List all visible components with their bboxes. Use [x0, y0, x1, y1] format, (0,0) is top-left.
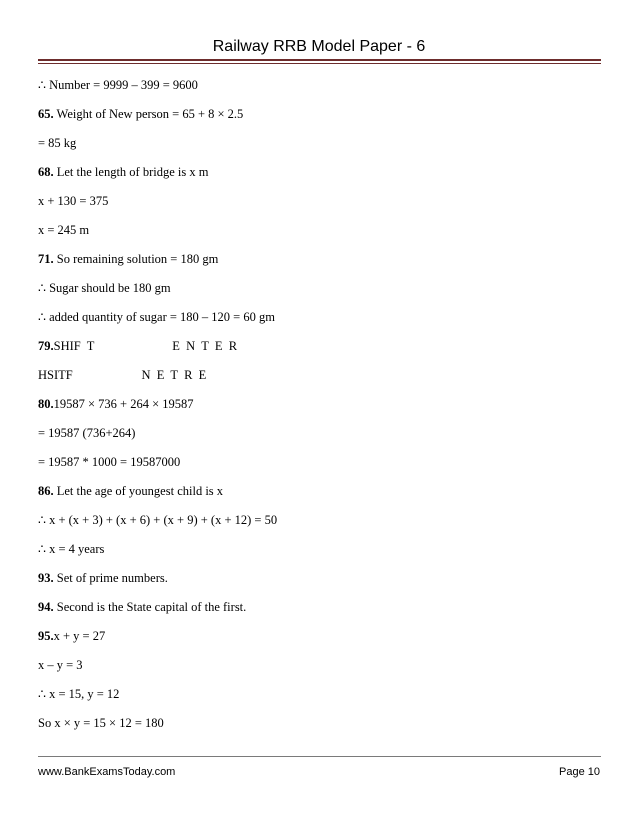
answer-number: 79.	[38, 339, 54, 353]
answer-text: x = 245 m	[38, 223, 90, 237]
answer-number: 71.	[38, 252, 54, 266]
answer-line	[38, 367, 206, 383]
answer-text: ∴ Sugar should be 180 gm	[38, 281, 171, 295]
answer-line	[38, 657, 83, 673]
answer-number: 68.	[38, 165, 54, 179]
answer-line	[38, 309, 275, 325]
answer-line	[38, 628, 105, 644]
answer-line	[38, 135, 76, 151]
answer-text: = 19587 * 1000 = 19587000	[38, 455, 181, 469]
answer-line	[38, 222, 89, 238]
answer-text: ∴ x = 4 years	[38, 542, 105, 556]
answer-number: 80.	[38, 397, 54, 411]
answer-line	[38, 251, 218, 267]
answer-line	[38, 106, 243, 122]
footer-page-number: Page 10	[559, 766, 600, 778]
answer-text: So remaining solution = 180 gm	[53, 252, 219, 266]
answer-line	[38, 338, 237, 354]
answer-number: 94.	[38, 600, 54, 614]
header-rule	[38, 59, 601, 61]
answer-line	[38, 599, 246, 615]
answer-line	[38, 454, 180, 470]
footer-rule	[38, 756, 601, 757]
answer-text: Second is the State capital of the first.	[53, 600, 247, 614]
answer-text: x – y = 3	[38, 658, 83, 672]
answer-number: 65.	[38, 107, 54, 121]
page-header-title: Railway RRB Model Paper - 6	[212, 38, 426, 55]
answer-text: Weight of New person = 65 + 8 × 2.5	[53, 107, 244, 121]
answer-line	[38, 715, 164, 731]
answer-line	[38, 280, 171, 296]
answer-number: 95.	[38, 629, 54, 643]
answer-text: x + 130 = 375	[38, 194, 109, 208]
answer-line	[38, 425, 135, 441]
answer-line	[38, 686, 119, 702]
answer-text: ∴ Number = 9999 – 399 = 9600	[38, 78, 198, 92]
answer-text: Let the length of bridge is x m	[53, 165, 209, 179]
answer-text: Let the age of youngest child is x	[53, 484, 224, 498]
answer-line	[38, 77, 198, 93]
footer-site: www.BankExamsToday.com	[38, 766, 176, 778]
answer-text: x + y = 27	[53, 629, 106, 643]
answer-text: ∴ x = 15, y = 12	[38, 687, 120, 701]
answer-number: 93.	[38, 571, 54, 585]
answer-line	[38, 570, 168, 586]
answer-text: 19587 × 736 + 264 × 19587	[53, 397, 194, 411]
answer-text: ∴ added quantity of sugar = 180 – 120 = 60 gm	[38, 310, 275, 324]
header-rule-thin	[38, 63, 601, 64]
answer-text: SHIF T E N T E R	[53, 339, 238, 353]
answer-line	[38, 541, 104, 557]
answer-line	[38, 483, 223, 499]
answer-line	[38, 512, 277, 528]
answer-text: = 19587 (736+264)	[38, 426, 136, 440]
answer-text: Set of prime numbers.	[53, 571, 168, 585]
answer-line	[38, 193, 108, 209]
answer-text: HSITF N E T R E	[38, 368, 207, 382]
answer-text: So x × y = 15 × 12 = 180	[38, 716, 164, 730]
answer-number: 86.	[38, 484, 54, 498]
answer-line	[38, 396, 194, 412]
answer-line	[38, 164, 208, 180]
answer-text: = 85 kg	[38, 136, 77, 150]
answer-text: ∴ x + (x + 3) + (x + 6) + (x + 9) + (x + 12) = 50	[38, 513, 278, 527]
